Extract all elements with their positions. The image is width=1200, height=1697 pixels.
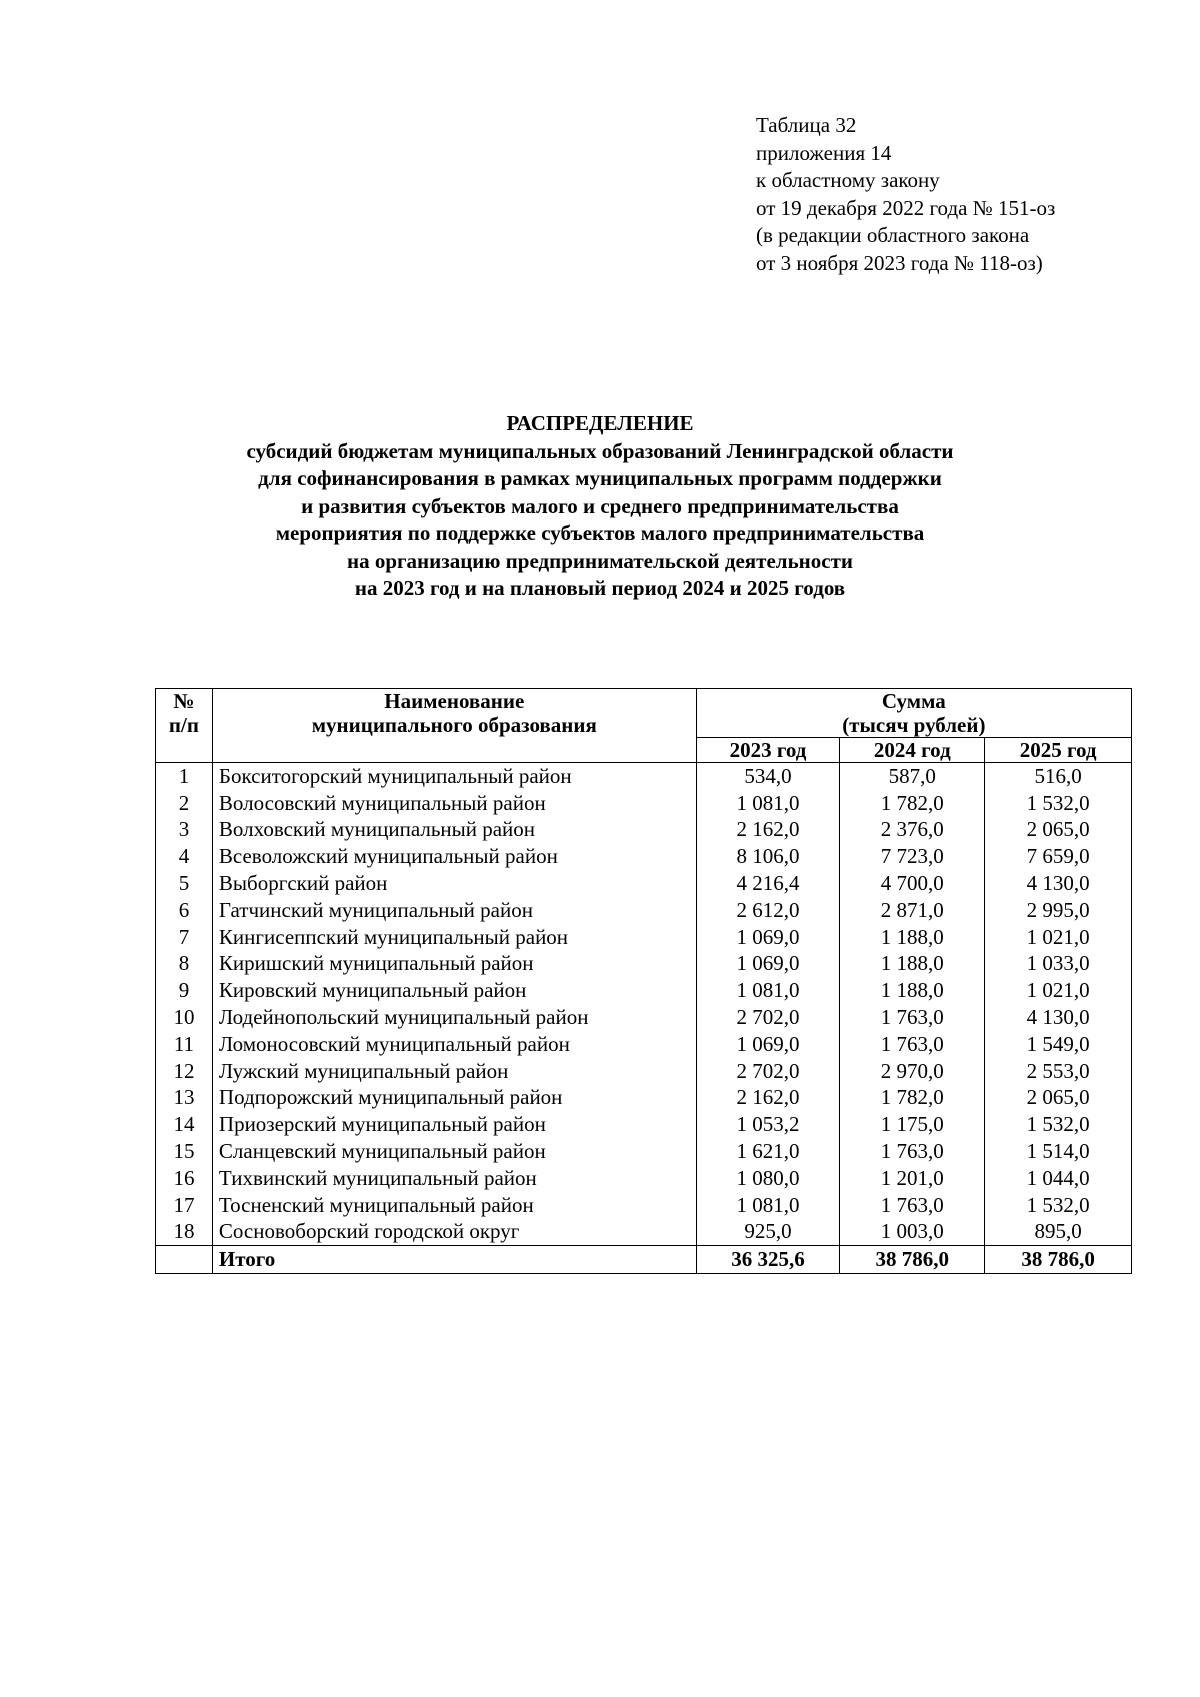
value-2023: 1 081,0 (696, 977, 840, 1004)
title-line: РАСПРЕДЕЛЕНИЕ (506, 411, 694, 435)
value-2025: 516,0 (985, 763, 1132, 790)
header-note-line: Таблица 32 (756, 113, 857, 137)
value-2025: 4 130,0 (985, 1004, 1132, 1031)
value-2024: 1 763,0 (840, 1138, 985, 1165)
row-number: 16 (156, 1165, 213, 1192)
title-line: и развития субъектов малого и среднего предпринимательства (301, 493, 899, 518)
value-2023: 2 162,0 (696, 1085, 840, 1112)
header-year: 2024 год (840, 738, 985, 763)
value-2024: 1 003,0 (840, 1219, 985, 1246)
total-2023: 36 325,6 (696, 1246, 840, 1274)
table-row (156, 1219, 1132, 1246)
total-number-cell (156, 1246, 213, 1274)
total-2024: 38 786,0 (840, 1246, 985, 1274)
value-2025: 1 514,0 (985, 1138, 1132, 1165)
value-2024: 1 782,0 (840, 1085, 985, 1112)
value-2024: 587,0 (840, 763, 985, 790)
header-note-line: от 19 декабря 2022 года № 151-оз (756, 195, 1056, 220)
title-line: мероприятия по поддержке субъектов малого предпринимательства (275, 521, 925, 545)
value-2024: 2 376,0 (840, 817, 985, 844)
value-2024: 2 970,0 (840, 1058, 985, 1085)
table-row (156, 817, 1132, 844)
value-2024: 1 763,0 (840, 1004, 985, 1031)
distribution-table (155, 688, 1132, 1274)
header-year: 2025 год (985, 738, 1132, 763)
table-row (156, 977, 1132, 1004)
value-2025: 1 532,0 (985, 790, 1132, 817)
municipality-name: Волховский муниципальный район (212, 817, 696, 844)
table-row (156, 1138, 1132, 1165)
row-number: 11 (156, 1031, 213, 1058)
value-2023: 2 612,0 (696, 897, 840, 924)
row-number: 2 (156, 790, 213, 817)
header-number: № п/п (156, 689, 213, 763)
value-2024: 1 763,0 (840, 1031, 985, 1058)
value-2024: 2 871,0 (840, 897, 985, 924)
table-row (156, 870, 1132, 897)
value-2024: 7 723,0 (840, 843, 985, 870)
value-2025: 1 021,0 (985, 924, 1132, 951)
header-year: 2023 год (696, 738, 840, 763)
value-2025: 1 044,0 (985, 1165, 1132, 1192)
title-line: субсидий бюджетам муниципальных образований Ленинградской области (246, 438, 954, 463)
table-row (156, 790, 1132, 817)
value-2024: 1 175,0 (840, 1111, 985, 1138)
municipality-name: Лужский муниципальный район (212, 1058, 696, 1085)
row-number: 14 (156, 1111, 213, 1138)
row-number: 4 (156, 843, 213, 870)
value-2023: 1 081,0 (696, 1192, 840, 1219)
row-number: 7 (156, 924, 213, 951)
table-row (156, 1165, 1132, 1192)
value-2024: 1 201,0 (840, 1165, 985, 1192)
municipality-name: Выборгский район (212, 870, 696, 897)
value-2025: 4 130,0 (985, 870, 1132, 897)
row-number: 15 (156, 1138, 213, 1165)
municipality-name: Тихвинский муниципальный район (212, 1165, 696, 1192)
value-2025: 1 021,0 (985, 977, 1132, 1004)
value-2023: 1 053,2 (696, 1111, 840, 1138)
value-2024: 1 763,0 (840, 1192, 985, 1219)
value-2023: 1 080,0 (696, 1165, 840, 1192)
header-note (756, 112, 1055, 277)
table-row (156, 924, 1132, 951)
value-2023: 8 106,0 (696, 843, 840, 870)
value-2023: 1 069,0 (696, 924, 840, 951)
table-row (156, 1085, 1132, 1112)
value-2024: 4 700,0 (840, 870, 985, 897)
table-row (156, 763, 1132, 790)
header-name: Наименование муниципального образования (212, 689, 696, 763)
header-sum: Сумма (тысяч рублей) (696, 689, 1131, 738)
row-number: 12 (156, 1058, 213, 1085)
header-note-line: к областному закону (756, 168, 940, 192)
row-number: 10 (156, 1004, 213, 1031)
header-note-line: (в редакции областного закона (756, 223, 1030, 247)
row-number: 9 (156, 977, 213, 1004)
header-note-line: от 3 ноября 2023 года № 118-оз) (756, 250, 1043, 275)
row-number: 5 (156, 870, 213, 897)
total-row (156, 1246, 1132, 1274)
row-number: 6 (156, 897, 213, 924)
municipality-name: Всеволожский муниципальный район (212, 843, 696, 870)
title-line: для софинансирования в рамках муниципальных программ поддержки (258, 466, 942, 490)
municipality-name: Приозерский муниципальный район (212, 1111, 696, 1138)
municipality-name: Бокситогорский муниципальный район (212, 763, 696, 790)
table-row (156, 1192, 1132, 1219)
row-number: 3 (156, 817, 213, 844)
municipality-name: Волосовский муниципальный район (212, 790, 696, 817)
table-row (156, 843, 1132, 870)
municipality-name: Кировский муниципальный район (212, 977, 696, 1004)
value-2023: 2 162,0 (696, 817, 840, 844)
municipality-name: Подпорожский муниципальный район (212, 1085, 696, 1112)
municipality-name: Сосновоборский городской округ (212, 1219, 696, 1246)
value-2025: 1 549,0 (985, 1031, 1132, 1058)
value-2024: 1 188,0 (840, 924, 985, 951)
value-2025: 2 553,0 (985, 1058, 1132, 1085)
value-2025: 2 065,0 (985, 817, 1132, 844)
title-line: на 2023 год и на плановый период 2024 и 2025 годов (354, 576, 846, 600)
total-2025: 38 786,0 (985, 1246, 1132, 1274)
municipality-name: Киришский муниципальный район (212, 951, 696, 978)
row-number: 13 (156, 1085, 213, 1112)
row-number: 17 (156, 1192, 213, 1219)
municipality-name: Сланцевский муниципальный район (212, 1138, 696, 1165)
value-2023: 925,0 (696, 1219, 840, 1246)
table-row (156, 1031, 1132, 1058)
value-2023: 1 069,0 (696, 951, 840, 978)
value-2025: 2 065,0 (985, 1085, 1132, 1112)
table-row (156, 1111, 1132, 1138)
row-number: 1 (156, 763, 213, 790)
value-2023: 2 702,0 (696, 1004, 840, 1031)
municipality-name: Гатчинский муниципальный район (212, 897, 696, 924)
value-2024: 1 188,0 (840, 951, 985, 978)
value-2024: 1 188,0 (840, 977, 985, 1004)
table-row (156, 951, 1132, 978)
table-row (156, 897, 1132, 924)
value-2024: 1 782,0 (840, 790, 985, 817)
value-2023: 1 621,0 (696, 1138, 840, 1165)
municipality-name: Лодейнопольский муниципальный район (212, 1004, 696, 1031)
municipality-name: Ломоносовский муниципальный район (212, 1031, 696, 1058)
value-2025: 7 659,0 (985, 843, 1132, 870)
header-note-line: приложения 14 (756, 140, 892, 165)
document-title (100, 410, 1100, 603)
value-2023: 1 069,0 (696, 1031, 840, 1058)
title-line: на организацию предпринимательской деятельности (346, 548, 854, 573)
value-2025: 1 532,0 (985, 1192, 1132, 1219)
row-number: 18 (156, 1219, 213, 1246)
row-number: 8 (156, 951, 213, 978)
value-2025: 1 033,0 (985, 951, 1132, 978)
municipality-name: Тосненский муниципальный район (212, 1192, 696, 1219)
table-row (156, 1058, 1132, 1085)
value-2023: 1 081,0 (696, 790, 840, 817)
municipality-name: Кингисеппский муниципальный район (212, 924, 696, 951)
value-2025: 895,0 (985, 1219, 1132, 1246)
total-label: Итого (212, 1246, 696, 1274)
value-2023: 2 702,0 (696, 1058, 840, 1085)
value-2023: 4 216,4 (696, 870, 840, 897)
value-2023: 534,0 (696, 763, 840, 790)
value-2025: 2 995,0 (985, 897, 1132, 924)
value-2025: 1 532,0 (985, 1111, 1132, 1138)
table-row (156, 1004, 1132, 1031)
